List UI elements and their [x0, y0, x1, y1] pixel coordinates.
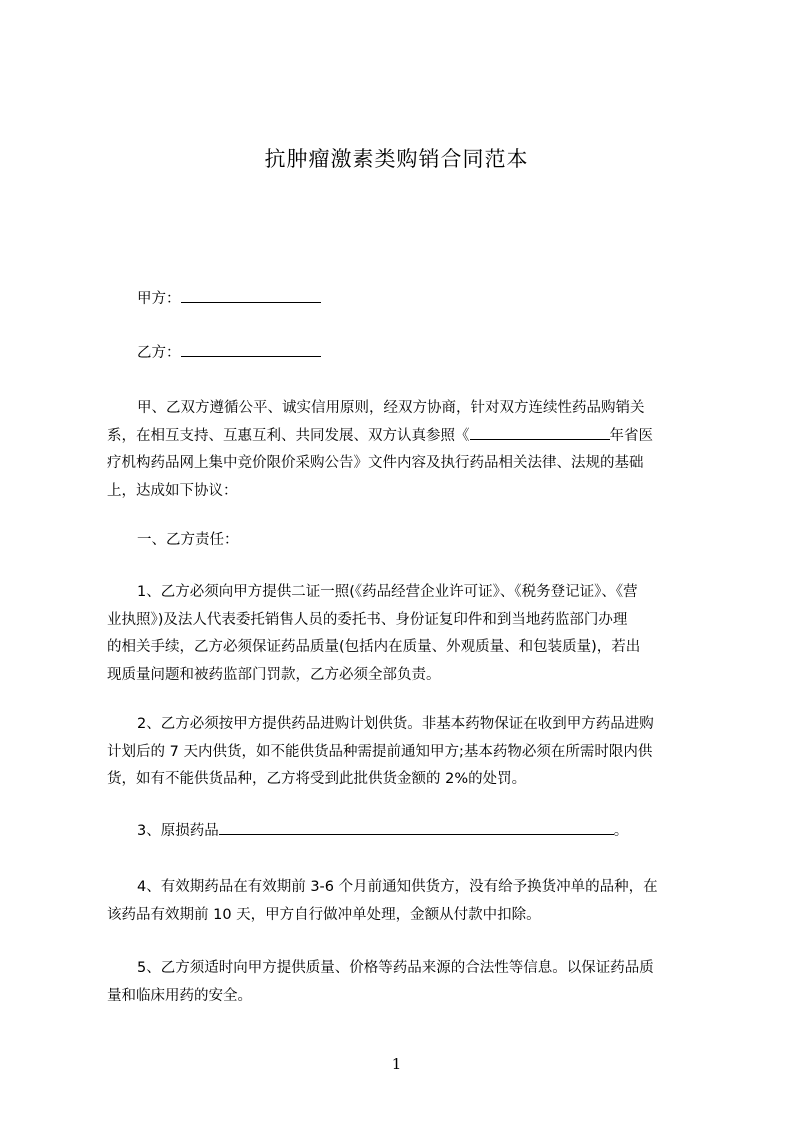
party-a-label: 甲方：	[137, 291, 181, 307]
item-line: 现质量问题和被药监部门罚款，乙方必须全部负责。	[107, 666, 441, 683]
item3-blank	[219, 818, 614, 835]
intro-line: 疗机构药品网上集中竞价限价采购公告》文件内容及执行药品相关法律、法规的基础	[107, 455, 644, 471]
item-line: 4、有效期药品在有效期前 3-6 个月前通知供货方，没有给予换货冲单的品种，在	[137, 879, 658, 895]
item-2	[107, 711, 699, 794]
party-a-blank	[181, 286, 321, 303]
item-line: 计划后的 7 天内供货，如不能供货品种需提前通知甲方;基本药物必须在所需时限内供	[107, 743, 653, 760]
page-number: 1	[391, 1055, 402, 1073]
party-b-blank	[181, 340, 321, 357]
party-b-line	[107, 340, 699, 368]
intro-line: 系，在相互支持、互惠互利、共同发展、双方认真参照《 年省医	[107, 423, 699, 451]
intro-line: 上，达成如下协议：	[107, 482, 238, 499]
item-4	[107, 874, 699, 929]
party-a-line	[107, 286, 699, 314]
item-line: 的相关手续，乙方必须保证药品质量(包括内在质量、外观质量、和包装质量)，若出	[107, 639, 641, 655]
year-blank	[470, 423, 610, 440]
intro-paragraph	[107, 395, 699, 505]
section-heading: 一、乙方责任：	[137, 532, 239, 548]
party-b-label: 乙方：	[137, 345, 181, 361]
item-line: 5、乙方须适时向甲方提供质量、价格等药品来源的合法性等信息。以保证药品质	[137, 960, 654, 976]
item-3: 3、原损药品 。	[107, 818, 699, 846]
document-title: 抗肿瘤激素类购销合同范本	[264, 147, 529, 171]
item-1	[107, 579, 699, 689]
item3-label: 3、原损药品	[137, 823, 219, 839]
item-line: 2、乙方必须按甲方提供药品进购计划供货。非基本药物保证在收到甲方药品进购	[137, 716, 654, 732]
item-5	[107, 955, 699, 1010]
item-line: 业执照》)及法人代表委托销售人员的委托书、身份证复印件和到当地药监部门办理	[107, 611, 628, 628]
item-line: 货，如有不能供货品种，乙方将受到此批供货金额的 2%的处罚。	[107, 771, 527, 787]
intro-line: 甲、乙双方遵循公平、诚实信用原则，经双方协商，针对双方连续性药品购销关	[137, 400, 645, 416]
item-line: 量和临床用药的安全。	[107, 987, 252, 1004]
item-line: 1、乙方必须向甲方提供二证一照(《药品经营企业许可证》、《税务登记证》、《营	[137, 584, 638, 600]
item-line: 该药品有效期前 10 天，甲方自行做冲单处理，金额从付款中扣除。	[107, 906, 541, 923]
